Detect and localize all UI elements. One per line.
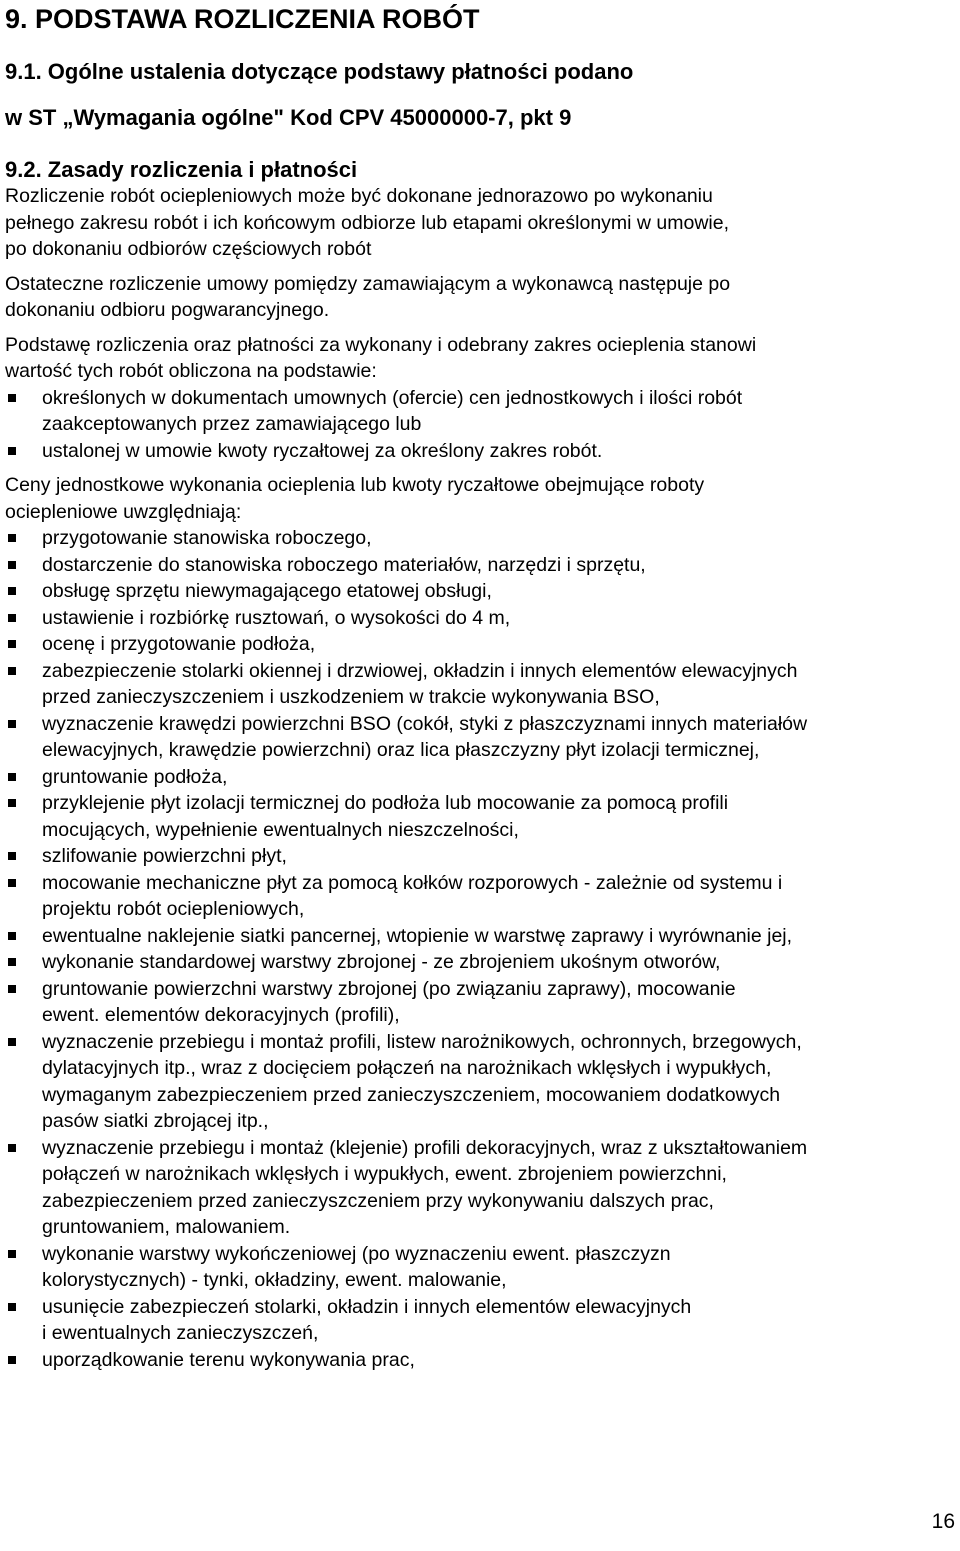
list-item-line: gruntowaniem, malowaniem. <box>42 1216 291 1238</box>
list-item <box>5 949 954 976</box>
square-bullet-icon <box>8 394 16 402</box>
text-line: wartość tych robót obliczona na podstawie: <box>5 360 377 382</box>
list-item <box>5 631 954 658</box>
square-bullet-icon <box>8 958 16 966</box>
list-item-line: ewent. elementów dekoracyjnych (profili), <box>42 1004 400 1026</box>
list-item-line: uporządkowanie terenu wykonywania prac, <box>42 1348 415 1371</box>
square-bullet-icon <box>8 720 16 728</box>
text-line: pełnego zakresu robót i ich końcowym odbiorze lub etapami określonymi w umowie, <box>5 211 730 234</box>
list-item <box>5 525 954 552</box>
included-works-list <box>5 525 954 1373</box>
list-item <box>5 438 954 465</box>
list-item-line: szlifowanie powierzchni płyt, <box>42 845 287 867</box>
list-item-line: gruntowanie podłoża, <box>42 765 228 788</box>
list-item-line: ustawienie i rozbiórkę rusztowań, o wysokości do 4 m, <box>42 606 511 629</box>
square-bullet-icon <box>8 932 16 940</box>
list-item-line: przed zanieczyszczeniem i uszkodzeniem w trakcie wykonywania BSO, <box>42 686 660 708</box>
list-item-line: przygotowanie stanowiska roboczego, <box>42 527 372 549</box>
paragraph-unit-prices <box>5 472 954 525</box>
square-bullet-icon <box>8 614 16 622</box>
text-line: po dokonaniu odbiorów częściowych robót <box>5 238 372 260</box>
square-bullet-icon <box>8 587 16 595</box>
text-line: ociepleniowe uwzględniają: <box>5 500 242 523</box>
square-bullet-icon <box>8 799 16 807</box>
list-item-line: pasów siatki zbrojącej itp., <box>42 1110 269 1132</box>
square-bullet-icon <box>8 667 16 675</box>
text-line: Ostateczne rozliczenie umowy pomiędzy zamawiającym a wykonawcą następuje po <box>5 272 731 295</box>
list-item <box>5 552 954 579</box>
square-bullet-icon <box>8 1144 16 1152</box>
subsection-heading-line: 9.1. Ogólne ustalenia dotyczące podstawy płatności podano <box>5 59 634 84</box>
list-item-line: projektu robót ociepleniowych, <box>42 898 305 920</box>
list-item-line: elewacyjnych, krawędzie powierzchni) oraz lica płaszczyzny płyt izolacji termicznej, <box>42 739 760 761</box>
list-item-line: zabezpieczenie stolarki okiennej i drzwiowej, okładzin i innych elementów elewacyjnych <box>42 659 798 682</box>
list-item <box>5 1241 954 1294</box>
square-bullet-icon <box>8 879 16 887</box>
list-item <box>5 923 954 950</box>
list-item-line: zabezpieczeniem przed zanieczyszczeniem przy wykonywaniu dalszych prac, <box>42 1189 714 1212</box>
subsection-heading-line: w ST „Wymagania ogólne" Kod CPV 45000000-7, pkt 9 <box>5 105 572 130</box>
text-line: Ceny jednostkowe wykonania ocieplenia lub kwoty ryczałtowe obejmujące roboty <box>5 474 705 496</box>
square-bullet-icon <box>8 852 16 860</box>
list-item-line: określonych w dokumentach umownych (ofercie) cen jednostkowych i ilości robót <box>42 386 743 409</box>
list-item <box>5 976 954 1029</box>
list-item-line: dostarczenie do stanowiska roboczego materiałów, narzędzi i sprzętu, <box>42 553 646 576</box>
square-bullet-icon <box>8 773 16 781</box>
list-item-line: zaakceptowanych przez zamawiającego lub <box>42 413 422 435</box>
list-item-line: wyznaczenie krawędzi powierzchni BSO (cokół, styki z płaszczyznami innych materiałów <box>42 712 808 735</box>
list-item-line: mocowanie mechaniczne płyt za pomocą kołków rozporowych - zależnie od systemu i <box>42 871 783 894</box>
list-item-line: ocenę i przygotowanie podłoża, <box>42 633 316 655</box>
list-item-line: wyznaczenie przebiegu i montaż profili, listew narożnikowych, ochronnych, brzegowych, <box>42 1030 802 1053</box>
square-bullet-icon <box>8 1303 16 1311</box>
list-item-line: ewentualne naklejenie siatki pancernej, wtopienie w warstwę zaprawy i wyrównanie jej, <box>42 924 793 947</box>
list-item-line: kolorystycznych) - tynki, okładziny, ewent. malowanie, <box>42 1269 507 1291</box>
basis-list <box>5 385 954 465</box>
square-bullet-icon <box>8 1356 16 1364</box>
square-bullet-icon <box>8 1038 16 1046</box>
square-bullet-icon <box>8 447 16 455</box>
paragraph-settlement <box>5 183 954 263</box>
text-line: Rozliczenie robót ociepleniowych może być dokonane jednorazowo po wykonaniu <box>5 185 713 207</box>
list-item <box>5 605 954 632</box>
list-item <box>5 1347 954 1374</box>
list-item <box>5 1294 954 1347</box>
list-item-line: i ewentualnych zanieczyszczeń, <box>42 1322 319 1344</box>
list-item-line: połączeń w narożnikach wklęsłych i wypukłych, ewent. zbrojeniem powierzchni, <box>42 1163 727 1185</box>
list-item <box>5 764 954 791</box>
paragraph-final-settlement <box>5 271 954 324</box>
list-item-line: wykonanie warstwy wykończeniowej (po wyznaczeniu ewent. płaszczyzn <box>42 1242 671 1265</box>
list-item-line: wykonanie standardowej warstwy zbrojonej - ze zbrojeniem ukośnym otworów, <box>42 951 721 973</box>
square-bullet-icon <box>8 534 16 542</box>
subsection-heading-9-1 <box>5 59 954 131</box>
section-heading: 9. PODSTAWA ROZLICZENIA ROBÓT <box>5 4 480 34</box>
square-bullet-icon <box>8 640 16 648</box>
list-item-line: ustalonej w umowie kwoty ryczałtowej za określony zakres robót. <box>42 439 603 462</box>
list-item-line: przyklejenie płyt izolacji termicznej do podłoża lub mocowanie za pomocą profili <box>42 792 729 814</box>
list-item <box>5 790 954 843</box>
paragraph-basis <box>5 332 954 385</box>
list-item-line: dylatacyjnych itp., wraz z docięciem połączeń na narożnikach wklęsłych i wypukłych, <box>42 1057 772 1079</box>
list-item-line: wyznaczenie przebiegu i montaż (klejenie) profili dekoracyjnych, wraz z ukształtowaniem <box>42 1136 808 1159</box>
text-line: Podstawę rozliczenia oraz płatności za wykonany i odebrany zakres ocieplenia stanowi <box>5 333 757 356</box>
list-item <box>5 658 954 711</box>
list-item <box>5 1135 954 1241</box>
list-item <box>5 385 954 438</box>
list-item <box>5 711 954 764</box>
list-item-line: obsługę sprzętu niewymagającego etatowej obsługi, <box>42 580 492 602</box>
list-item <box>5 843 954 870</box>
list-item-line: usunięcie zabezpieczeń stolarki, okładzin i innych elementów elewacyjnych <box>42 1295 692 1318</box>
list-item <box>5 1029 954 1135</box>
list-item-line: mocujących, wypełnienie ewentualnych nieszczelności, <box>42 818 519 841</box>
subsection-heading-9-2: 9.2. Zasady rozliczenia i płatności <box>5 157 358 182</box>
text-line: dokonaniu odbioru pogwarancyjnego. <box>5 299 330 321</box>
square-bullet-icon <box>8 985 16 993</box>
square-bullet-icon <box>8 1250 16 1258</box>
list-item-line: wymaganym zabezpieczeniem przed zanieczyszczeniem, mocowaniem dodatkowych <box>42 1083 781 1106</box>
list-item-line: gruntowanie powierzchni warstwy zbrojonej (po związaniu zaprawy), mocowanie <box>42 977 736 1000</box>
list-item <box>5 870 954 923</box>
square-bullet-icon <box>8 561 16 569</box>
page-number: 16 <box>931 1510 955 1533</box>
list-item <box>5 578 954 605</box>
